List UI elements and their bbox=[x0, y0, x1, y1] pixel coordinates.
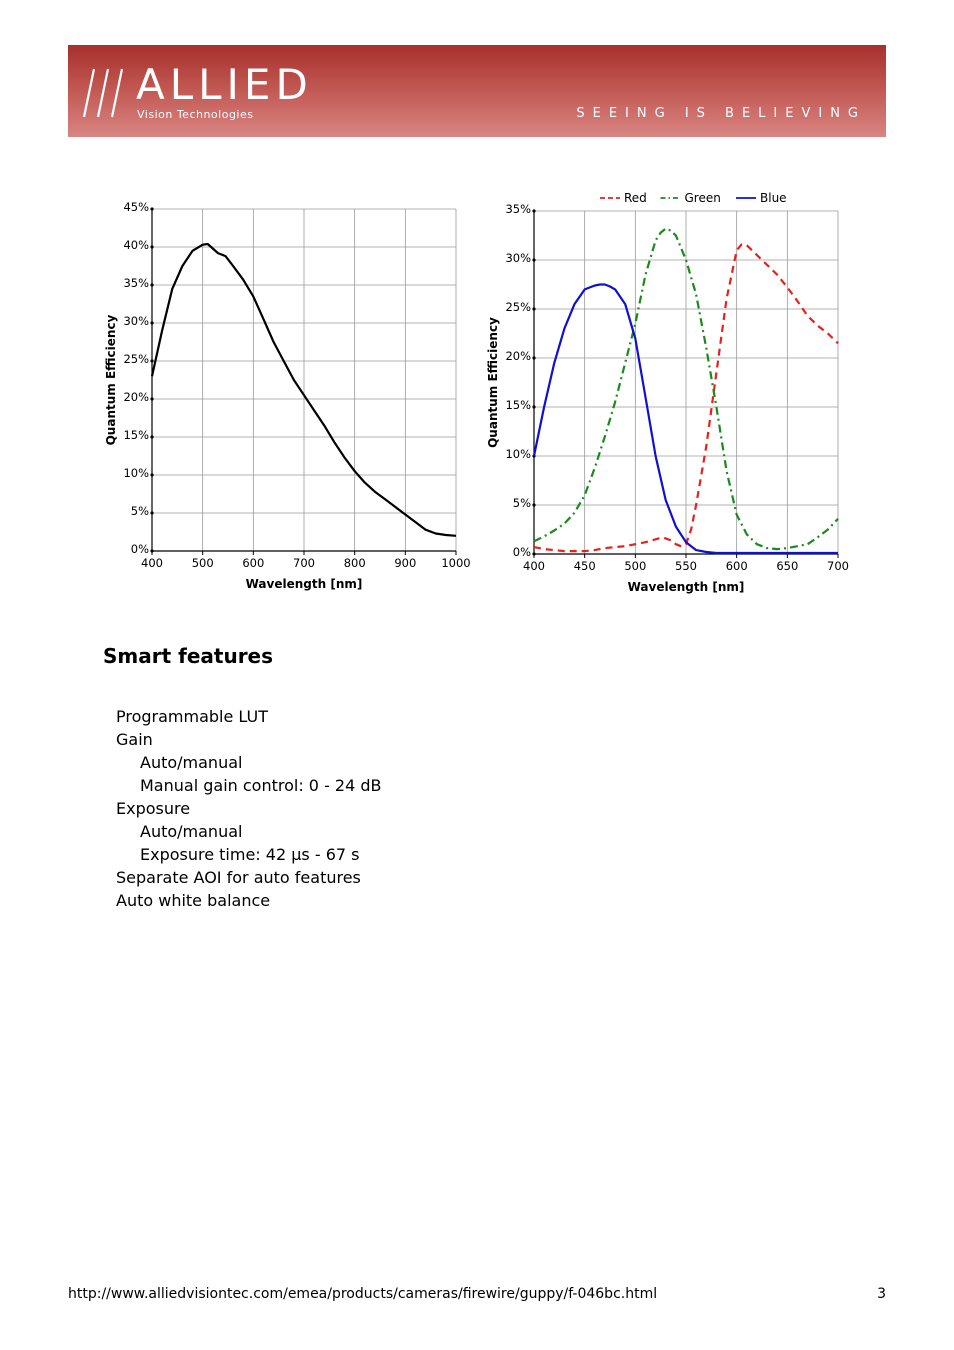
x-tick-label: 550 bbox=[675, 559, 697, 573]
feature-item: Exposure bbox=[116, 799, 191, 818]
y-tick bbox=[150, 245, 153, 248]
feature-list bbox=[116, 705, 382, 912]
y-tick-label: 20% bbox=[123, 390, 149, 404]
x-tick-label: 600 bbox=[725, 559, 748, 573]
y-tick bbox=[150, 321, 153, 324]
y-tick bbox=[150, 511, 153, 514]
x-tick-label: 500 bbox=[624, 559, 647, 573]
y-tick bbox=[150, 549, 153, 552]
y-axis-label: Quantum Efficiency bbox=[104, 314, 118, 446]
y-tick-label: 30% bbox=[505, 251, 531, 265]
x-tick-label: 600 bbox=[242, 556, 265, 570]
y-tick bbox=[150, 473, 153, 476]
y-tick bbox=[532, 307, 535, 310]
x-tick-label: 700 bbox=[293, 556, 315, 570]
feature-item: Gain bbox=[116, 730, 153, 749]
x-tick-label: 400 bbox=[523, 559, 545, 573]
y-tick-label: 15% bbox=[123, 428, 149, 442]
legend-label-green: Green bbox=[684, 191, 721, 205]
x-tick-label: 500 bbox=[191, 556, 214, 570]
feature-item: Auto/manual bbox=[140, 753, 243, 772]
y-tick-label: 10% bbox=[505, 447, 531, 461]
feature-item: Auto white balance bbox=[116, 891, 271, 910]
x-tick-label: 400 bbox=[141, 556, 163, 570]
y-tick-label: 35% bbox=[123, 276, 149, 290]
logo-slashes-icon bbox=[80, 67, 136, 119]
y-tick-label: 0% bbox=[130, 542, 149, 556]
y-tick bbox=[150, 207, 153, 210]
y-tick-label: 5% bbox=[512, 496, 531, 510]
y-tick bbox=[532, 209, 535, 212]
mono-qe-chart bbox=[95, 190, 485, 610]
y-tick-label: 5% bbox=[130, 504, 149, 518]
y-tick-label: 45% bbox=[123, 200, 149, 214]
y-tick-label: 25% bbox=[505, 300, 531, 314]
y-tick bbox=[532, 258, 535, 261]
x-axis-label: Wavelength [nm] bbox=[245, 577, 363, 591]
y-tick bbox=[150, 397, 153, 400]
x-tick-label: 450 bbox=[573, 559, 596, 573]
x-tick-label: 1000 bbox=[441, 556, 471, 570]
y-tick-label: 25% bbox=[123, 352, 149, 366]
x-tick-label: 900 bbox=[394, 556, 417, 570]
page-number: 3 bbox=[877, 1286, 886, 1302]
color-qe-chart bbox=[480, 180, 860, 610]
x-tick-label: 650 bbox=[776, 559, 799, 573]
y-tick bbox=[532, 356, 535, 359]
feature-item: Separate AOI for auto features bbox=[116, 868, 361, 887]
header-banner bbox=[68, 45, 886, 137]
y-axis-label: Quantum Efficiency bbox=[486, 317, 500, 448]
y-tick-label: 40% bbox=[123, 238, 149, 252]
footer-url[interactable]: http://www.alliedvisiontec.com/emea/products/cameras/firewire/guppy/f-046bc.html bbox=[68, 1286, 658, 1302]
y-tick bbox=[150, 283, 153, 286]
y-tick-label: 20% bbox=[505, 349, 531, 363]
logo-wordmark: ALLIED bbox=[136, 60, 313, 109]
y-tick bbox=[532, 405, 535, 408]
y-tick-label: 30% bbox=[123, 314, 149, 328]
y-tick-label: 0% bbox=[512, 545, 531, 559]
logo-subtitle: Vision Technologies bbox=[137, 108, 254, 121]
x-tick-label: 700 bbox=[827, 559, 849, 573]
feature-item: Manual gain control: 0 - 24 dB bbox=[140, 776, 382, 795]
y-tick bbox=[150, 435, 153, 438]
y-tick-label: 15% bbox=[505, 398, 531, 412]
y-tick bbox=[532, 503, 535, 506]
y-tick-label: 35% bbox=[505, 202, 531, 216]
y-tick bbox=[150, 359, 153, 362]
legend-label-red: Red bbox=[624, 191, 647, 205]
y-tick-label: 10% bbox=[123, 466, 149, 480]
feature-item: Exposure time: 42 µs - 67 s bbox=[140, 845, 360, 864]
x-tick-label: 800 bbox=[343, 556, 366, 570]
y-tick bbox=[532, 552, 535, 555]
feature-item: Programmable LUT bbox=[116, 707, 269, 726]
feature-item: Auto/manual bbox=[140, 822, 243, 841]
legend-label-blue: Blue bbox=[760, 191, 787, 205]
section-title: Smart features bbox=[103, 644, 274, 668]
tagline: SEEING IS BELIEVING bbox=[576, 106, 866, 121]
x-axis-label: Wavelength [nm] bbox=[627, 580, 745, 594]
